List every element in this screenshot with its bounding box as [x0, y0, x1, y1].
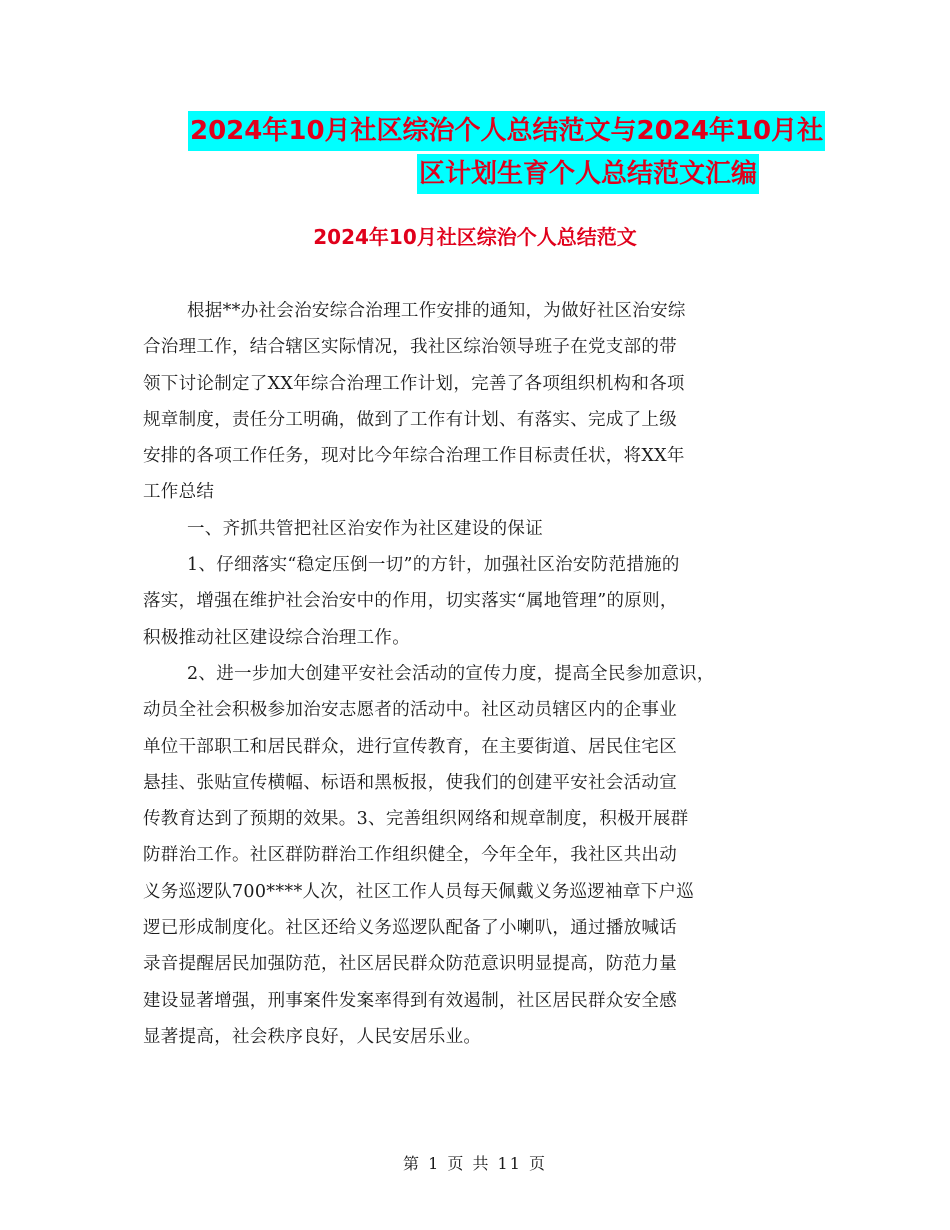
body-line: 2、进一步加大创建平安社会活动的宣传力度，提高全民参加意识，	[187, 663, 715, 684]
body-line: 防群治工作。社区群防群治工作组织健全，今年全年，我社区共出动	[143, 845, 677, 866]
body-line: 建设显著增强，刑事案件发案率得到有效遏制，社区居民群众安全感	[143, 990, 677, 1011]
body-line: 根据**办社会治安综合治理工作安排的通知，为做好社区治安综	[187, 301, 686, 321]
body-line: 积极推动社区建设综合治理工作。	[143, 627, 410, 648]
body-line: 动员全社会积极参加治安志愿者的活动中。社区动员辖区内的企事业	[143, 700, 677, 721]
body-line: 悬挂、张贴宣传横幅、标语和黑板报，使我们的创建平安社会活动宣	[143, 772, 677, 793]
page-number-footer: 第 1 页 共 11 页	[403, 1154, 547, 1173]
section-title: 2024年10月社区综治个人总结范文	[313, 225, 637, 249]
body-line: 一、齐抓共管把社区治安作为社区建设的保证	[187, 518, 543, 539]
body-line: 传教育达到了预期的效果。3、完善组织网络和规章制度，积极开展群	[143, 809, 689, 830]
body-line: 安排的各项工作任务，现对比今年综合治理工作目标责任状，将XX年	[143, 446, 685, 467]
body-line: 显著提高，社会秩序良好，人民安居乐业。	[143, 1026, 482, 1047]
body-line: 义务巡逻队700****人次，社区工作人员每天佩戴义务巡逻袖章下户巡	[143, 881, 695, 902]
body-line: 录音提醒居民加强防范，社区居民群众防范意识明显提高，防范力量	[143, 954, 677, 975]
body-line: 逻已形成制度化。社区还给义务巡逻队配备了小喇叭，通过播放喊话	[143, 918, 677, 939]
body-line: 工作总结	[143, 482, 215, 503]
body-line: 合治理工作，结合辖区实际情况，我社区综治领导班子在党支部的带	[143, 337, 677, 358]
document-title-line-1: 2024年10月社区综治个人总结范文与2024年10月社	[188, 111, 825, 151]
body-line: 落实，增强在维护社会治安中的作用，切实落实“属地管理”的原则，	[143, 591, 678, 612]
document-title-line-2: 区计划生育个人总结范文汇编	[417, 154, 759, 194]
body-line: 1、仔细落实“稳定压倒一切”的方针，加强社区治安防范措施的	[187, 555, 680, 576]
body-line: 规章制度，责任分工明确，做到了工作有计划、有落实、完成了上级	[143, 409, 677, 430]
body-line: 单位干部职工和居民群众，进行宣传教育，在主要街道、居民住宅区	[143, 736, 677, 757]
body-line: 领下讨论制定了XX年综合治理工作计划，完善了各项组织机构和各项	[143, 373, 685, 394]
document-body	[143, 293, 813, 1055]
